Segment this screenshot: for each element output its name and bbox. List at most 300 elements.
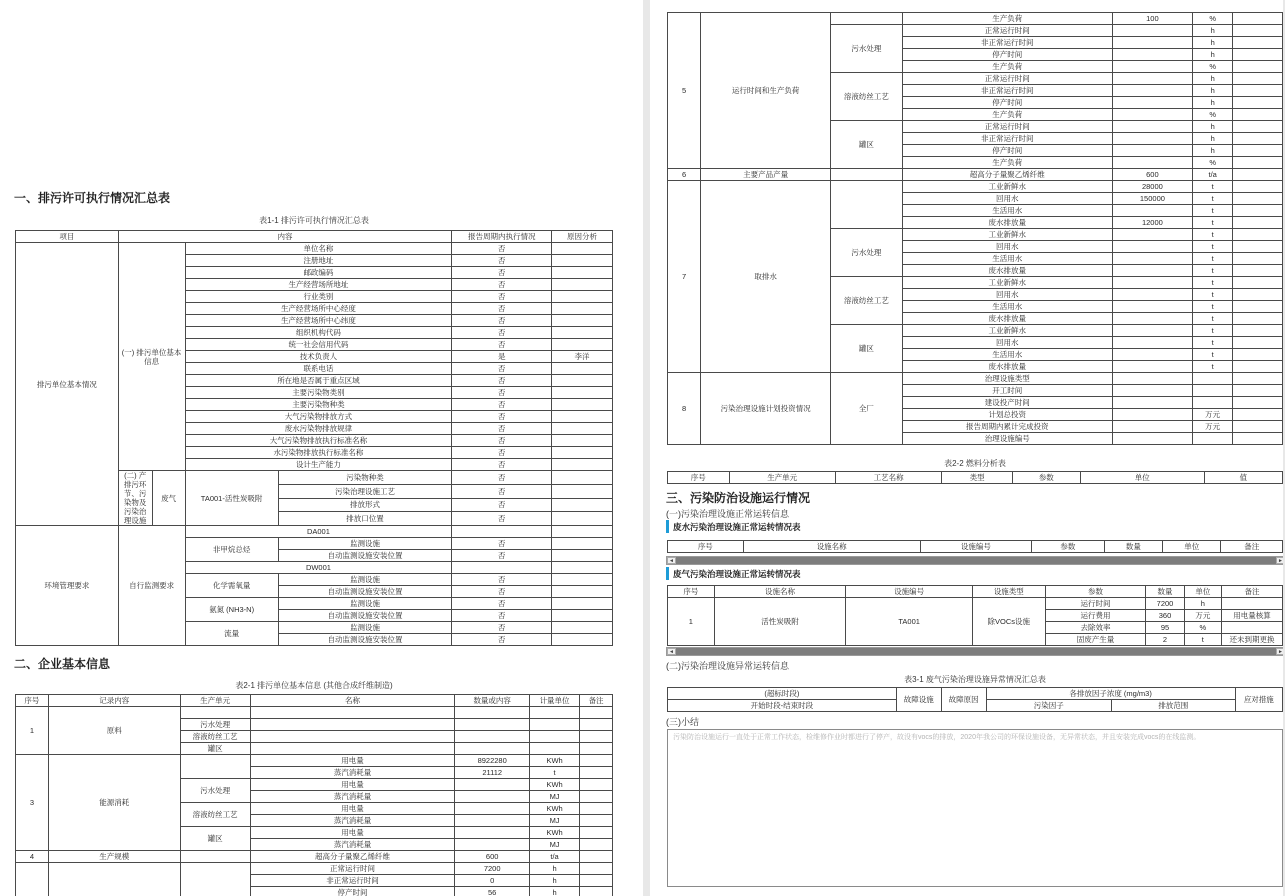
column-header-cell: 参数 bbox=[1032, 541, 1105, 553]
table-cell bbox=[530, 731, 580, 743]
table-cell bbox=[830, 169, 902, 181]
table-cell: 固废产生量 bbox=[1045, 634, 1146, 646]
table-cell bbox=[180, 707, 250, 719]
table-cell: 否 bbox=[452, 387, 552, 399]
table-cell bbox=[1233, 49, 1283, 61]
table-cell bbox=[16, 863, 49, 896]
table-cell: 生活用水 bbox=[902, 205, 1112, 217]
table-cell: 溶液纺丝工艺 bbox=[180, 731, 250, 743]
table-cell bbox=[552, 447, 613, 459]
table-cell: h bbox=[1184, 598, 1222, 610]
table-cell: 否 bbox=[452, 363, 552, 375]
table-cell: DA001 bbox=[185, 526, 452, 538]
table-cell: 建设投产时间 bbox=[902, 397, 1112, 409]
table-cell bbox=[1233, 13, 1283, 25]
section3-heading: 三、污染防治设施运行情况 bbox=[666, 491, 811, 505]
table-cell bbox=[552, 279, 613, 291]
table-cell bbox=[455, 731, 530, 743]
table-cell: 生活用水 bbox=[902, 253, 1112, 265]
table-cell: h bbox=[530, 875, 580, 887]
blue-accent-bar bbox=[666, 520, 669, 533]
table-cell: 自动监测设施安装位置 bbox=[278, 634, 452, 646]
column-header-cell: 记录内容 bbox=[48, 695, 180, 707]
table-cell: 7200 bbox=[455, 863, 530, 875]
table-cell: 是 bbox=[452, 351, 552, 363]
column-header-cell: 内容 bbox=[118, 231, 452, 243]
table-cell: % bbox=[1193, 109, 1233, 121]
section1-heading: 一、排污许可执行情况汇总表 bbox=[14, 191, 171, 205]
table-cell: h bbox=[530, 863, 580, 875]
table-cell: 否 bbox=[452, 303, 552, 315]
table-cell bbox=[1233, 325, 1283, 337]
table-cell bbox=[1222, 598, 1283, 610]
column-header-cell: 设施名称 bbox=[743, 541, 920, 553]
column-header-cell: 设施编号 bbox=[920, 541, 1031, 553]
document-page-right bbox=[650, 0, 1283, 896]
table-cell: 统一社会信用代码 bbox=[185, 339, 452, 351]
table-cell bbox=[1233, 397, 1283, 409]
table-cell: 否 bbox=[452, 459, 552, 471]
column-header-cell: 参数 bbox=[1045, 586, 1146, 598]
table-cell: 蒸汽消耗量 bbox=[250, 767, 455, 779]
table-cell: 用电量 bbox=[250, 803, 455, 815]
table-cell: 0 bbox=[455, 875, 530, 887]
column-header-cell: 开始时段-结束时段 bbox=[668, 700, 897, 712]
table-cell: t bbox=[1193, 361, 1233, 373]
table-row bbox=[16, 755, 613, 767]
table-cell: 生活用水 bbox=[902, 301, 1112, 313]
column-header-cell: 设施名称 bbox=[714, 586, 846, 598]
table-cell: 主要污染物种类 bbox=[185, 399, 452, 411]
table-cell bbox=[1233, 97, 1283, 109]
table-cell bbox=[530, 719, 580, 731]
table-cell bbox=[1112, 373, 1193, 385]
table-cell: 所在地是否属于重点区域 bbox=[185, 375, 452, 387]
table-cell bbox=[1112, 133, 1193, 145]
table-row bbox=[16, 526, 613, 538]
table-cell: 否 bbox=[452, 471, 552, 485]
table-cell bbox=[1193, 373, 1233, 385]
table-cell bbox=[1193, 385, 1233, 397]
table-cell: 2 bbox=[1146, 634, 1184, 646]
column-header-cell: 排放范围 bbox=[1112, 700, 1236, 712]
table-cell bbox=[580, 875, 613, 887]
table-cell: 运行费用 bbox=[1045, 610, 1146, 622]
table-cell: 大气污染物排放执行标准名称 bbox=[185, 435, 452, 447]
table-cell bbox=[1112, 61, 1193, 73]
table-cell: 5 bbox=[668, 13, 701, 169]
table-cell: 否 bbox=[452, 538, 552, 550]
table-cell: 污水处理 bbox=[180, 719, 250, 731]
table-cell: 正常运行时间 bbox=[902, 121, 1112, 133]
table-cell: 能源消耗 bbox=[48, 755, 180, 851]
column-header-cell: 数量 bbox=[1146, 586, 1184, 598]
table-row bbox=[668, 472, 1283, 484]
table-cell: 蒸汽消耗量 bbox=[250, 815, 455, 827]
column-header-cell: 备注 bbox=[1222, 586, 1283, 598]
column-header-cell: 计量单位 bbox=[530, 695, 580, 707]
table-cell: 生产负荷 bbox=[902, 157, 1112, 169]
table-cell bbox=[1233, 157, 1283, 169]
table-cell bbox=[580, 791, 613, 803]
table-cell: 停产时间 bbox=[902, 145, 1112, 157]
column-header-cell: 单位 bbox=[1163, 541, 1221, 553]
table-cell: 600 bbox=[1112, 169, 1193, 181]
table-cell: 罐区 bbox=[830, 121, 902, 169]
table-cell bbox=[455, 719, 530, 731]
table-cell bbox=[1233, 181, 1283, 193]
table-cell: 工业新鲜水 bbox=[902, 325, 1112, 337]
table-cell: t bbox=[1184, 634, 1222, 646]
table-cell: 自动监测设施安装位置 bbox=[278, 550, 452, 562]
table-cell bbox=[580, 803, 613, 815]
table-cell: 流量 bbox=[185, 622, 278, 646]
table-cell: 设计生产能力 bbox=[185, 459, 452, 471]
table22-caption: 表2-2 燃料分析表 bbox=[944, 459, 1006, 468]
table-cell: 计划总投资 bbox=[902, 409, 1112, 421]
table-cell bbox=[250, 707, 455, 719]
table-cell: 罐区 bbox=[830, 325, 902, 373]
table-cell: h bbox=[1193, 25, 1233, 37]
table-cell bbox=[552, 574, 613, 586]
table-cell: 回用水 bbox=[902, 241, 1112, 253]
column-header-cell: 单位 bbox=[1184, 586, 1222, 598]
table-cell: 万元 bbox=[1193, 421, 1233, 433]
table2-caption: 表2-1 排污单位基本信息 (其他合成纤维制造) bbox=[235, 681, 393, 690]
table-cell bbox=[455, 803, 530, 815]
table-cell: 污染物种类 bbox=[278, 471, 452, 485]
table-cell: 停产时间 bbox=[902, 97, 1112, 109]
table-cell: 1 bbox=[668, 598, 715, 646]
table-cell: t bbox=[1193, 181, 1233, 193]
table-cell bbox=[1112, 73, 1193, 85]
table-cell: 超高分子量聚乙烯纤维 bbox=[250, 851, 455, 863]
table-cell: 否 bbox=[452, 634, 552, 646]
table-cell bbox=[580, 851, 613, 863]
table-cell: % bbox=[1193, 13, 1233, 25]
table-cell bbox=[552, 375, 613, 387]
table-cell: 否 bbox=[452, 411, 552, 423]
table-cell: 开工时间 bbox=[902, 385, 1112, 397]
table-cell: 正常运行时间 bbox=[250, 863, 455, 875]
table-cell: 否 bbox=[452, 550, 552, 562]
table-cell: 污水处理 bbox=[830, 25, 902, 73]
table-cell: 非正常运行时间 bbox=[902, 133, 1112, 145]
table-cell bbox=[455, 815, 530, 827]
table-cell: 废水排放量 bbox=[902, 217, 1112, 229]
table-cell: 否 bbox=[452, 243, 552, 255]
column-header-cell: 设施类型 bbox=[973, 586, 1046, 598]
table-cell: 150000 bbox=[1112, 193, 1193, 205]
table-cell: 生产负荷 bbox=[902, 13, 1112, 25]
table-cell bbox=[552, 484, 613, 498]
table-cell: 否 bbox=[452, 327, 552, 339]
table-cell: h bbox=[1193, 49, 1233, 61]
table-cell: MJ bbox=[530, 839, 580, 851]
table-cell bbox=[1233, 229, 1283, 241]
table-cell: 3 bbox=[16, 755, 49, 851]
scrollbar-thumb[interactable] bbox=[676, 557, 1276, 564]
table-cell bbox=[1233, 385, 1283, 397]
table-cell bbox=[1112, 265, 1193, 277]
table-cell bbox=[552, 315, 613, 327]
table-cell bbox=[1112, 289, 1193, 301]
table-cell: (二) 产排污环节、污染物及污染治理设施 bbox=[118, 471, 152, 526]
table-cell: MJ bbox=[530, 815, 580, 827]
table-cell bbox=[1233, 253, 1283, 265]
table-cell bbox=[530, 743, 580, 755]
section2-heading: 二、企业基本信息 bbox=[14, 657, 111, 671]
table-cell bbox=[1112, 421, 1193, 433]
table-cell: 非正常运行时间 bbox=[902, 37, 1112, 49]
table-cell bbox=[1112, 409, 1193, 421]
table-cell: 否 bbox=[452, 255, 552, 267]
table-cell: 否 bbox=[452, 339, 552, 351]
table-cell: 否 bbox=[452, 435, 552, 447]
table-cell bbox=[552, 598, 613, 610]
table-cell: 联系电话 bbox=[185, 363, 452, 375]
table-cell: 污水处理 bbox=[180, 779, 250, 803]
table-cell bbox=[250, 743, 455, 755]
column-header-cell: 备注 bbox=[1221, 541, 1283, 553]
table-cell: DW001 bbox=[185, 562, 452, 574]
table-cell: t bbox=[1193, 229, 1233, 241]
table-cell: KWh bbox=[530, 779, 580, 791]
table-cell bbox=[1233, 61, 1283, 73]
table-cell bbox=[1233, 433, 1283, 445]
table-cell bbox=[580, 731, 613, 743]
column-header-cell: 报告周期内执行情况 bbox=[452, 231, 552, 243]
table31-caption: 表3-1 废气污染治理设施异常情况汇总表 bbox=[904, 675, 1046, 684]
table-cell bbox=[452, 526, 552, 538]
table-cell: 报告周期内累计完成投资 bbox=[902, 421, 1112, 433]
column-header-cell: 生产单元 bbox=[729, 472, 835, 484]
subsection1-heading: (一)污染治理设施正常运转信息 bbox=[666, 509, 789, 519]
table-cell: 生活用水 bbox=[902, 349, 1112, 361]
wastegas-table-title: 废气污染治理设施正常运转情况表 bbox=[666, 567, 801, 580]
table-cell bbox=[1233, 121, 1283, 133]
table-cell: 非正常运行时间 bbox=[902, 85, 1112, 97]
table-cell: 用电量 bbox=[250, 779, 455, 791]
table-cell bbox=[552, 512, 613, 526]
table-cell: 工业新鲜水 bbox=[902, 181, 1112, 193]
table-cell: 停产时间 bbox=[250, 887, 455, 896]
table-cell: 正常运行时间 bbox=[902, 73, 1112, 85]
table-cell bbox=[830, 13, 902, 25]
table-cell bbox=[250, 731, 455, 743]
table-cell: 水污染物排放执行标准名称 bbox=[185, 447, 452, 459]
table-cell: 单位名称 bbox=[185, 243, 452, 255]
column-header-cell: 数量 bbox=[1104, 541, 1162, 553]
table-cell bbox=[455, 779, 530, 791]
horizontal-scrollbar[interactable] bbox=[666, 647, 1283, 656]
table-cell bbox=[1112, 37, 1193, 49]
table-cell: 回用水 bbox=[902, 193, 1112, 205]
table-cell bbox=[552, 303, 613, 315]
table-cell bbox=[1112, 97, 1193, 109]
table-cell bbox=[1112, 337, 1193, 349]
scroll-right-icon[interactable]: ► bbox=[1276, 648, 1283, 655]
table-row bbox=[16, 243, 613, 255]
table-cell: 95 bbox=[1146, 622, 1184, 634]
table-row bbox=[668, 169, 1283, 181]
table-cell: 非正常运行时间 bbox=[250, 875, 455, 887]
table-cell: 排放形式 bbox=[278, 498, 452, 512]
table-cell bbox=[552, 471, 613, 485]
table-cell: 否 bbox=[452, 279, 552, 291]
table-cell: h bbox=[1193, 73, 1233, 85]
table-cell: 6 bbox=[668, 169, 701, 181]
table-cell: 回用水 bbox=[902, 337, 1112, 349]
table-cell bbox=[180, 851, 250, 863]
table-cell: 用电量 bbox=[250, 827, 455, 839]
table-cell bbox=[1233, 169, 1283, 181]
table-row bbox=[668, 541, 1283, 553]
table-cell: 否 bbox=[452, 484, 552, 498]
table-cell: 停产时间 bbox=[902, 49, 1112, 61]
table-cell bbox=[580, 779, 613, 791]
column-header-cell: 序号 bbox=[668, 586, 715, 598]
table-cell: 工业新鲜水 bbox=[902, 277, 1112, 289]
table-cell: 1 bbox=[16, 707, 49, 755]
table-cell bbox=[1222, 622, 1283, 634]
table-cell: t bbox=[1193, 289, 1233, 301]
table-cell bbox=[1112, 253, 1193, 265]
table-cell bbox=[1112, 433, 1193, 445]
table-cell: (一) 排污单位基本信息 bbox=[118, 243, 185, 471]
summary-textbox[interactable] bbox=[667, 729, 1283, 887]
column-header-cell: 名称 bbox=[250, 695, 455, 707]
table-cell: 罐区 bbox=[180, 827, 250, 851]
table-cell: 8922280 bbox=[455, 755, 530, 767]
table-cell: t bbox=[1193, 325, 1233, 337]
table-cell: 环境管理要求 bbox=[16, 526, 119, 646]
table-cell bbox=[1233, 373, 1283, 385]
table-cell bbox=[452, 562, 552, 574]
table1-caption: 表1-1 排污许可执行情况汇总表 bbox=[259, 216, 369, 225]
table-cell: 污染治理设施计划投资情况 bbox=[701, 373, 831, 445]
table-cell bbox=[1112, 349, 1193, 361]
table-cell: 否 bbox=[452, 291, 552, 303]
table-cell bbox=[1112, 313, 1193, 325]
table-row bbox=[668, 373, 1283, 385]
column-header-cell: 序号 bbox=[668, 541, 744, 553]
table-cell: t bbox=[1193, 193, 1233, 205]
table-cell bbox=[455, 743, 530, 755]
table-cell bbox=[1112, 361, 1193, 373]
table-cell: 污染治理设施工艺 bbox=[278, 484, 452, 498]
table-cell: 监测设施 bbox=[278, 574, 452, 586]
table-cell: 生产负荷 bbox=[902, 61, 1112, 73]
table-cell: 否 bbox=[452, 447, 552, 459]
scroll-left-icon[interactable]: ◄ bbox=[667, 557, 676, 564]
table-cell: 组织机构代码 bbox=[185, 327, 452, 339]
horizontal-scrollbar[interactable] bbox=[666, 556, 1283, 565]
table-cell bbox=[1233, 289, 1283, 301]
table-cell bbox=[552, 255, 613, 267]
table-cell bbox=[1233, 85, 1283, 97]
table-cell bbox=[552, 562, 613, 574]
table-cell: MJ bbox=[530, 791, 580, 803]
table-cell bbox=[455, 839, 530, 851]
table-cell bbox=[1233, 73, 1283, 85]
table-cell: 邮政编码 bbox=[185, 267, 452, 279]
table-cell bbox=[1233, 217, 1283, 229]
column-header-cell: 值 bbox=[1204, 472, 1282, 484]
table-cell: 生产经营场所地址 bbox=[185, 279, 452, 291]
column-header-cell: 类型 bbox=[942, 472, 1013, 484]
table-cell bbox=[1233, 241, 1283, 253]
table-cell bbox=[552, 411, 613, 423]
table-cell: 全厂 bbox=[830, 373, 902, 445]
table-row bbox=[668, 586, 1283, 598]
table-cell: 否 bbox=[452, 375, 552, 387]
table-cell bbox=[1233, 277, 1283, 289]
table-cell: 监测设施 bbox=[278, 538, 452, 550]
table-cell: TA001-活性炭吸附 bbox=[185, 471, 278, 526]
column-header-cell: 污染因子 bbox=[986, 700, 1111, 712]
table-cell: 废气 bbox=[152, 471, 185, 526]
table-cell bbox=[552, 538, 613, 550]
table-cell bbox=[1233, 409, 1283, 421]
table-cell bbox=[530, 707, 580, 719]
table-cell: 4 bbox=[16, 851, 49, 863]
table-cell: h bbox=[1193, 121, 1233, 133]
table-cell bbox=[580, 839, 613, 851]
table-cell: t bbox=[1193, 265, 1233, 277]
table-row bbox=[16, 707, 613, 719]
table-cell: 废水排放量 bbox=[902, 313, 1112, 325]
wastewater-table-title: 废水污染治理设施正常运转情况表 bbox=[666, 520, 801, 533]
table-cell bbox=[1233, 37, 1283, 49]
table-cell bbox=[552, 267, 613, 279]
table-cell bbox=[580, 815, 613, 827]
table-cell: 大气污染物排放方式 bbox=[185, 411, 452, 423]
table-cell: 工业新鲜水 bbox=[902, 229, 1112, 241]
scroll-right-icon[interactable]: ► bbox=[1276, 557, 1283, 564]
unit-basic-info-table bbox=[15, 694, 613, 896]
table-cell bbox=[552, 622, 613, 634]
table-cell: 自行监测要求 bbox=[118, 526, 185, 646]
table-cell bbox=[580, 707, 613, 719]
column-header-cell: 备注 bbox=[580, 695, 613, 707]
column-header-cell: 序号 bbox=[668, 472, 730, 484]
summary-text: 污染防治设施运行一直处于正常工作状态，检维修作业时都进行了停产，故没有vocs的排放，2020年我公司的环保设施设备，无异常状态，并且安装完成vocs的在线监测。 bbox=[673, 734, 1201, 741]
table-cell bbox=[1233, 109, 1283, 121]
scroll-left-icon[interactable]: ◄ bbox=[667, 648, 676, 655]
column-header-cell: 序号 bbox=[16, 695, 49, 707]
table-cell bbox=[1233, 145, 1283, 157]
table-cell bbox=[552, 526, 613, 538]
table-cell: 28000 bbox=[1112, 181, 1193, 193]
table-cell: 技术负责人 bbox=[185, 351, 452, 363]
scrollbar-thumb[interactable] bbox=[676, 648, 1276, 655]
table-cell: 去除效率 bbox=[1045, 622, 1146, 634]
column-header-cell: 各排放因子浓度 (mg/m3) bbox=[986, 688, 1235, 700]
table-cell: 活性炭吸附 bbox=[714, 598, 846, 646]
column-header-cell: 生产单元 bbox=[180, 695, 250, 707]
table-cell: 废水污染物排放规律 bbox=[185, 423, 452, 435]
subsection2-heading: (二)污染治理设施异常运转信息 bbox=[666, 661, 789, 671]
table-cell: 排污单位基本情况 bbox=[16, 243, 119, 526]
table-cell bbox=[1112, 157, 1193, 169]
table-cell bbox=[1112, 241, 1193, 253]
table-cell: h bbox=[530, 887, 580, 896]
table-cell: t bbox=[1193, 277, 1233, 289]
table-row bbox=[668, 13, 1283, 25]
table-cell: 溶液纺丝工艺 bbox=[180, 803, 250, 827]
table-cell: h bbox=[1193, 97, 1233, 109]
